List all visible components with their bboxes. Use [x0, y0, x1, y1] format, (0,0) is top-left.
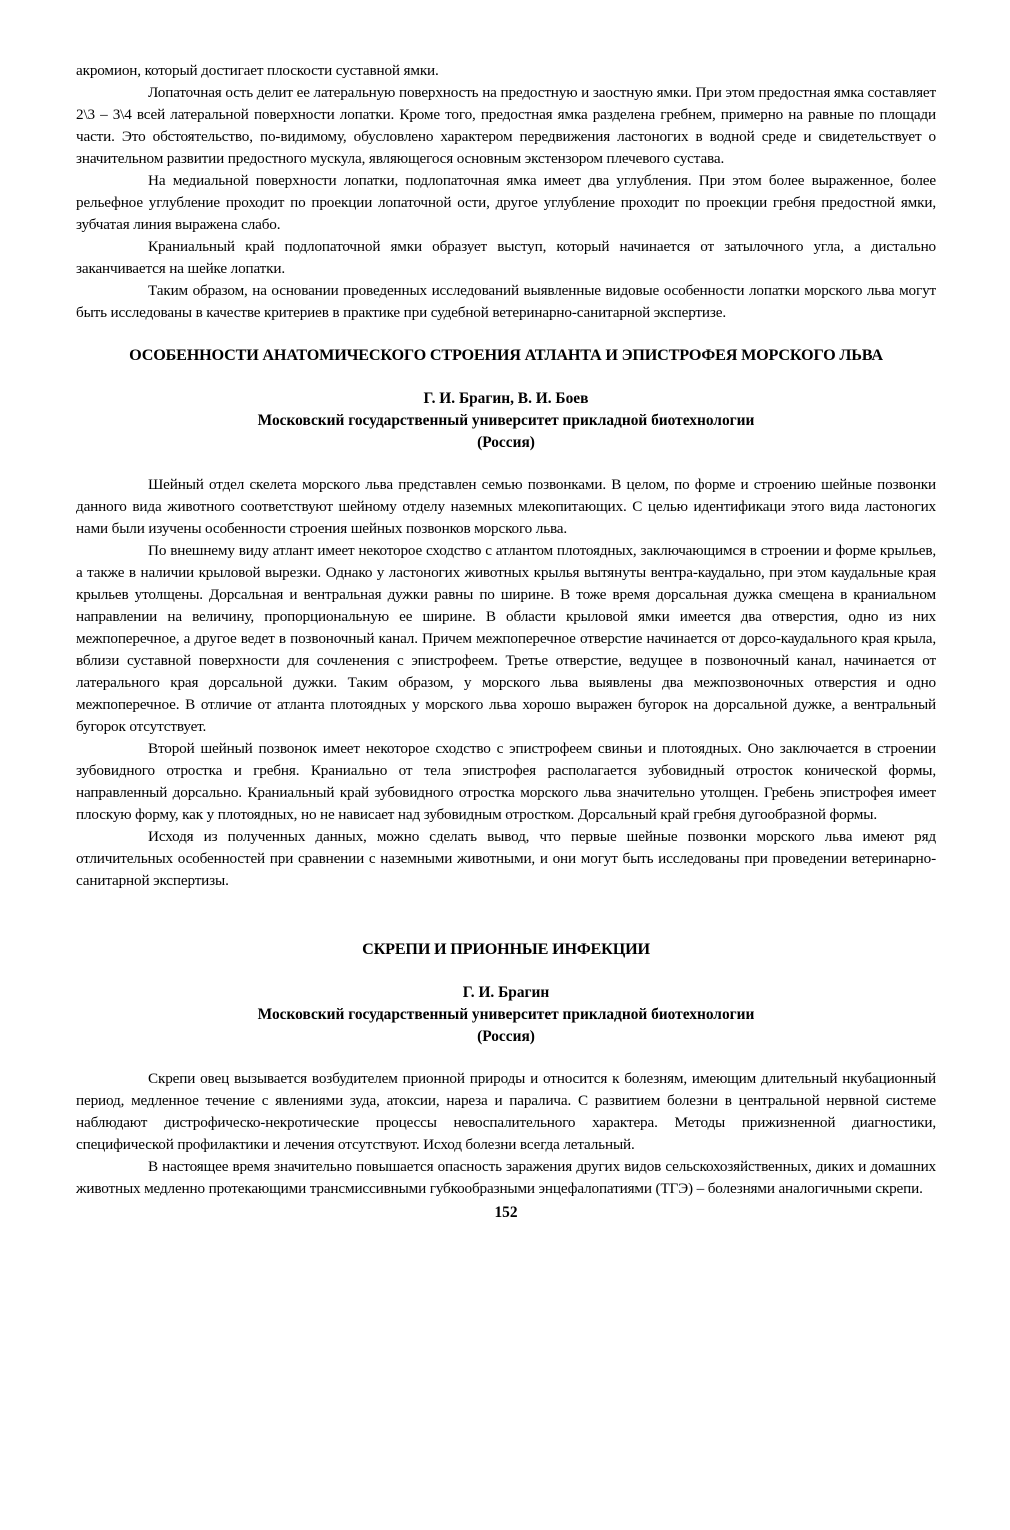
article1-paragraph-4: Исходя из полученных данных, можно сделать вывод, что первые шейные позвонки морского льва имеют ряд отличительных особенностей при сравнении с наземными животными, и они могут быть исследованы при проведении ветеринарно-санитарной экспертизы. — [76, 828, 936, 889]
article1-country: (Россия) — [477, 434, 535, 451]
article2-affiliation: Московский государственный университет прикладной биотехнологии — [257, 1006, 755, 1023]
intro-paragraph-4: Краниальный край подлопаточной ямки образует выступ, который начинается от затылочного угла, а дистально заканчивается на шейке лопатки. — [76, 238, 936, 277]
article1-authors: Г. И. Брагин, В. И. Боев — [423, 390, 589, 407]
article1-paragraph-3: Второй шейный позвонок имеет некоторое сходство с эпистрофеем свиньи и плотоядных. Оно заключается в строении зубовидного отростка и гребня. Краниально от тела эпистрофея располагается зубовидный отросток конической формы, направленный дорсально. Краниальный край зубовидного отростка морского льва значительно утолщен. Гребень эпистрофея имеет плоскую форму, как у плотоядных, но не нависает над зубовидным отростком. Дорсальный край гребня дугообразной формы. — [76, 740, 936, 823]
article2-authors: Г. И. Брагин — [462, 984, 550, 1001]
article2-title: СКРЕПИ И ПРИОННЫЕ ИНФЕКЦИИ — [362, 940, 650, 958]
article2-paragraph-2: В настоящее время значительно повышается опасность заражения других видов сельскохозяйственных, диких и домашних животных медленно протекающими трансмиссивными губкообразными энцефалопатиями (ТГЭ) – болезнями аналогичными скрепи. — [76, 1158, 936, 1197]
intro-paragraph-5: Таким образом, на основании проведенных исследований выявленные видовые особенности лопатки морского льва могут быть исследованы в качестве критериев в практике при судебной ветеринарно-санитарной экспертизе. — [76, 282, 936, 321]
intro-paragraph-3: На медиальной поверхности лопатки, подлопаточная ямка имеет два углубления. При этом более выраженное, более рельефное углубление проходит по проекции лопаточной ости, другое углубление проходит по проекции гребня предостной ямки, зубчатая линия выражена слабо. — [76, 172, 936, 233]
article1-affiliation: Московский государственный университет прикладной биотехнологии — [257, 412, 755, 429]
article2-country: (Россия) — [477, 1028, 535, 1045]
article1-title: ОСОБЕННОСТИ АНАТОМИЧЕСКОГО СТРОЕНИЯ АТЛАНТА И ЭПИСТРОФЕЯ МОРСКОГО ЛЬВА — [129, 346, 883, 364]
page-number: 152 — [494, 1204, 518, 1221]
article1-paragraph-1: Шейный отдел скелета морского льва представлен семью позвонками. В целом, по форме и строению шейные позвонки данного вида животного соответствуют шейному отделу наземных млекопитающих. С целью идентификаци этого вида ластоногих нами были изучены особенности строения шейных позвонков морского льва. — [76, 476, 936, 537]
intro-paragraph-1: акромион, который достигает плоскости суставной ямки. — [76, 62, 439, 79]
intro-paragraph-2: Лопаточная ость делит ее латеральную поверхность на предостную и заостную ямки. При этом предостная ямка составляет 2\3 – 3\4 всей латеральной поверхности лопатки. Кроме того, предостная ямка разделена гребнем, примерно на равные по площади части. Это обстоятельство, по-видимому, обусловлено характером передвижения ластоногих в водной среде и свидетельствует о значительном развитии предостного мускула, являющегося основным экстензором плечевого сустава. — [76, 84, 936, 167]
article1-paragraph-2: По внешнему виду атлант имеет некоторое сходство с атлантом плотоядных, заключающимся в строении и форме крыльев, а также в наличии крыловой вырезки. Однако у ластоногих животных крылья вытянуты вентра-каудально, при этом каудальные края крыльев утолщены. Дорсальная и вентральная дужки равны по ширине. В тоже время дорсальная дужка смещена в краниальном направлении на величину, пропорциональную ее ширине. В области крыловой ямки имеется два отверстия, одно из них межпоперечное, а другое ведет в позвоночный канал. Причем межпоперечное отверстие начинается от дорсо-каудального края крыла, вблизи суставной поверхности для сочленения с эпистрофеем. Третье отверстие, ведущее в позвоночный канал, начинается от латерального края дорсальной дужки. Таким образом, у морского льва выявлены два межпозвоночных отверстия и одно межпоперечное. В отличие от атланта плотоядных у морского льва хорошо выражен бугорок на дорсальной дужке, а вентральный бугорок отсутствует. — [76, 542, 936, 735]
article2-paragraph-1: Скрепи овец вызывается возбудителем прионной природы и относится к болезням, имеющим длительный нкубационный период, медленное течение с явлениями зуда, атоксии, нареза и паралича. С развитием болезни в центральной нервной системе наблюдают дистрофическо-некротические процессы невоспалительного характера. Методы прижизненной диагностики, специфической профилактики и лечения отсутствуют. Исход болезни всегда летальный. — [76, 1070, 936, 1153]
